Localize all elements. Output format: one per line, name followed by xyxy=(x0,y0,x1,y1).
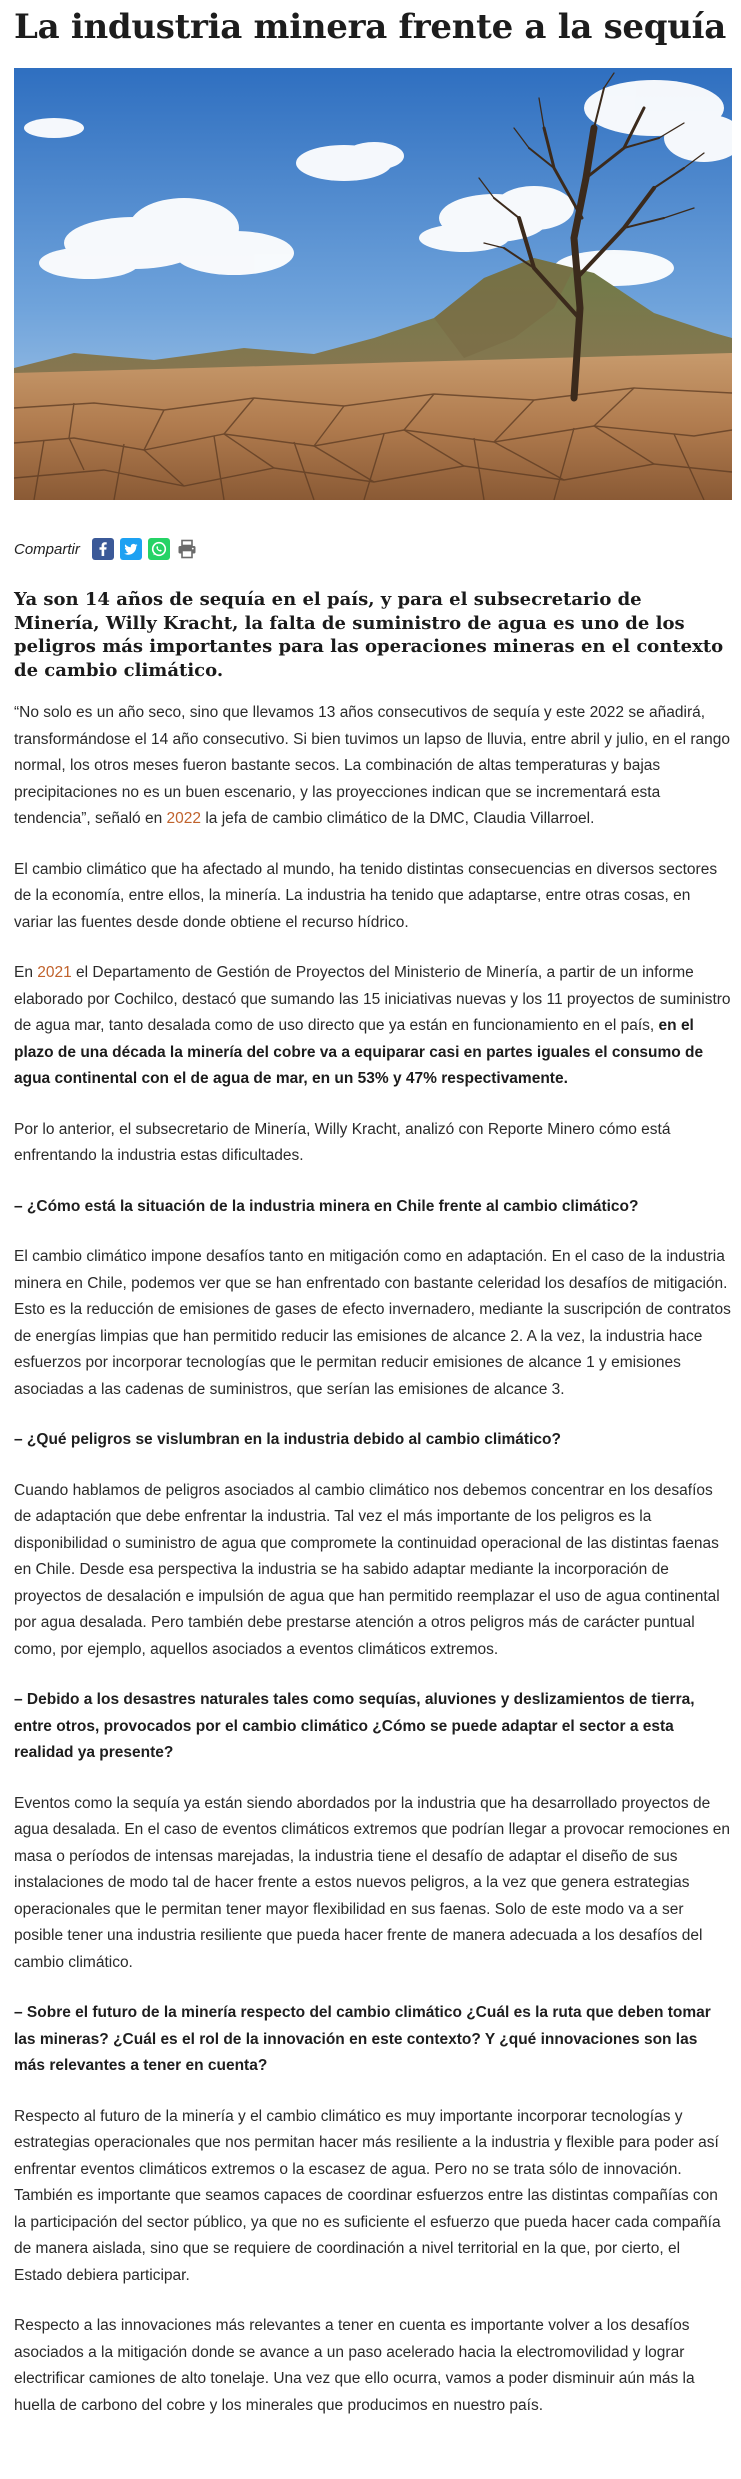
question-1: – ¿Cómo está la situación de la industria minera en Chile frente al cambio climático? xyxy=(14,1197,639,1215)
paragraph-3-highlight: en el plazo de una década la minería del cobre va a equiparar casi en partes iguales el consumo de agua continental con el de agua de mar, en un 53% y 47% respectivamente. xyxy=(14,1017,704,1087)
link-2021[interactable]: 2021 xyxy=(37,964,72,981)
paragraph-1 xyxy=(14,700,732,833)
paragraph-4: Por lo anterior, el subsecretario de Minería, Willy Kracht, analizó con Reporte Minero cómo está enfrentando la industria estas dificultades. xyxy=(14,1120,671,1164)
question-3: – Debido a los desastres naturales tales como sequías, aluviones y deslizamientos de tierra, entre otros, provocados por el cambio climático ¿Cómo se puede adaptar el sector a esta realidad ya presente? xyxy=(14,1691,695,1761)
article-title: La industria minera frente a la sequía xyxy=(14,7,726,47)
share-label: Compartir xyxy=(14,540,80,558)
answer-5: Respecto a las innovaciones más relevantes a tener en cuenta es importante volver a los desafíos asociados a la mitigación donde se avance a un paso acelerado hacia la electromovilidad y lograr electrificar camiones de alto tonelaje. Una vez que ello ocurra, vamos a poder disminuir aún más la huella de carbono del cobre y los minerales que producimos en nuestro país. xyxy=(14,2317,695,2414)
hero-image xyxy=(14,68,732,500)
question-4: – Sobre el futuro de la minería respecto del cambio climático ¿Cuál es la ruta que deben tomar las mineras? ¿Cuál es el rol de la innovación en este contexto? Y ¿qué innovaciones son las más relevantes a tener en cuenta? xyxy=(14,2004,711,2074)
facebook-icon[interactable] xyxy=(92,538,114,560)
paragraph-1-text-end: la jefa de cambio climático de la DMC, Claudia Villarroel. xyxy=(201,810,595,827)
paragraph-2: El cambio climático que ha afectado al mundo, ha tenido distintas consecuencias en diversos sectores de la economía, entre ellos, la minería. La industria ha tenido que adaptarse, entre otras cosas, en variar las fuentes desde donde obtiene el recurso hídrico. xyxy=(14,860,718,931)
twitter-icon[interactable] xyxy=(120,538,142,560)
whatsapp-icon[interactable] xyxy=(148,538,170,560)
paragraph-1-text: “No solo es un año seco, sino que llevamos 13 años consecutivos de sequía y este 2022 se añadirá, transformándose el 14 año consecutivo. Si bien tuvimos un lapso de lluvia, entre abril y julio, en el rango normal, los otros meses fueron bastante secos. La combinación de altas temperaturas y bajas precipitaciones no es un buen escenario, y las proyecciones indican que se incrementará esta tendencia”, señaló en xyxy=(14,704,730,827)
answer-1: El cambio climático impone desafíos tanto en mitigación como en adaptación. En el caso de la industria minera en Chile, podemos ver que se han enfrentado con bastante celeridad los desafíos de mitigación. Esto es la reducción de emisiones de gases de efecto invernadero, mediante la suscripción de contratos de energías limpias que han permitido reducir las emisiones de alcance 2. A la vez, la industria hace esfuerzos por incorporar tecnologías que le permitan reducir emisiones de alcance 1 y emisiones asociadas a las cadenas de suministros, que serían las emisiones de alcance 3. xyxy=(14,1248,731,1398)
print-icon[interactable] xyxy=(176,538,198,560)
answer-2: Cuando hablamos de peligros asociados al cambio climático nos debemos concentrar en los desafíos de adaptación que debe enfrentar la industria. Tal vez el más importante de los peligros es la disponibilidad o suministro de agua que compromete la continuidad operacional de las distintas faenas en Chile. Desde esa perspectiva la industria se ha sabido adaptar mediante la incorporación de proyectos de desalación e impulsión de agua que han permitido reemplazar el uso de agua continental por agua desalada. Pero también debe prestarse atención a otros peligros más de carácter puntual como, por ejemplo, aquellos asociados a eventos climáticos extremos. xyxy=(14,1481,720,1658)
share-bar xyxy=(14,532,198,566)
paragraph-3-text-mid: el Departamento de Gestión de Proyectos del Ministerio de Minería, a partir de un informe elaborado por Cochilco, destacó que sumando las 15 iniciativas nuevas y los 11 proyectos de suministro de agua mar, tanto desalada como de uso directo que ya están en funcionamiento en el país, xyxy=(14,964,731,1034)
answer-3: Eventos como la sequía ya están siendo abordados por la industria que ha desarrollado proyectos de agua desalada. En el caso de eventos climáticos extremos que podrían llegar a provocar remociones en masa o períodos de intensas marejadas, la industria tiene el desafío de adaptar el diseño de sus instalaciones de modo tal de hacer frente a estos nuevos peligros, a la vez que genera estrategias operacionales que le permitan tener mayor flexibilidad en sus faenas. Solo de este modo va a ser posible tener una industria resiliente que pueda hacer frente de manera adecuada a los desafíos del cambio climático. xyxy=(14,1794,730,1971)
article-lead: Ya son 14 años de sequía en el país, y para el subsecretario de Minería, Willy Kracht, la falta de suministro de agua es uno de los peligros más importantes para las operaciones mineras en el contexto de cambio climático. xyxy=(14,589,724,681)
link-2022[interactable]: 2022 xyxy=(166,810,202,827)
paragraph-3-text: En xyxy=(14,964,38,981)
question-2: – ¿Qué peligros se vislumbran en la industria debido al cambio climático? xyxy=(14,1431,561,1448)
article-body xyxy=(14,700,732,2443)
answer-4: Respecto al futuro de la minería y el cambio climático es muy importante incorporar tecnologías y estrategias operacionales que nos permitan hacer más resiliente a la industria y flexible para poder así enfrentar eventos climáticos extremos o la escasez de agua. Pero no se trata sólo de innovación. También es importante que seamos capaces de coordinar esfuerzos entre las distintas compañías con la participación del sector público, ya que no es suficiente el esfuerzo que pueda hacer cada compañía de manera aislada, sino que se requiere de coordinación a nivel territorial en la que, por cierto, el Estado debiera participar. xyxy=(14,2107,721,2284)
paragraph-3 xyxy=(14,960,732,1093)
